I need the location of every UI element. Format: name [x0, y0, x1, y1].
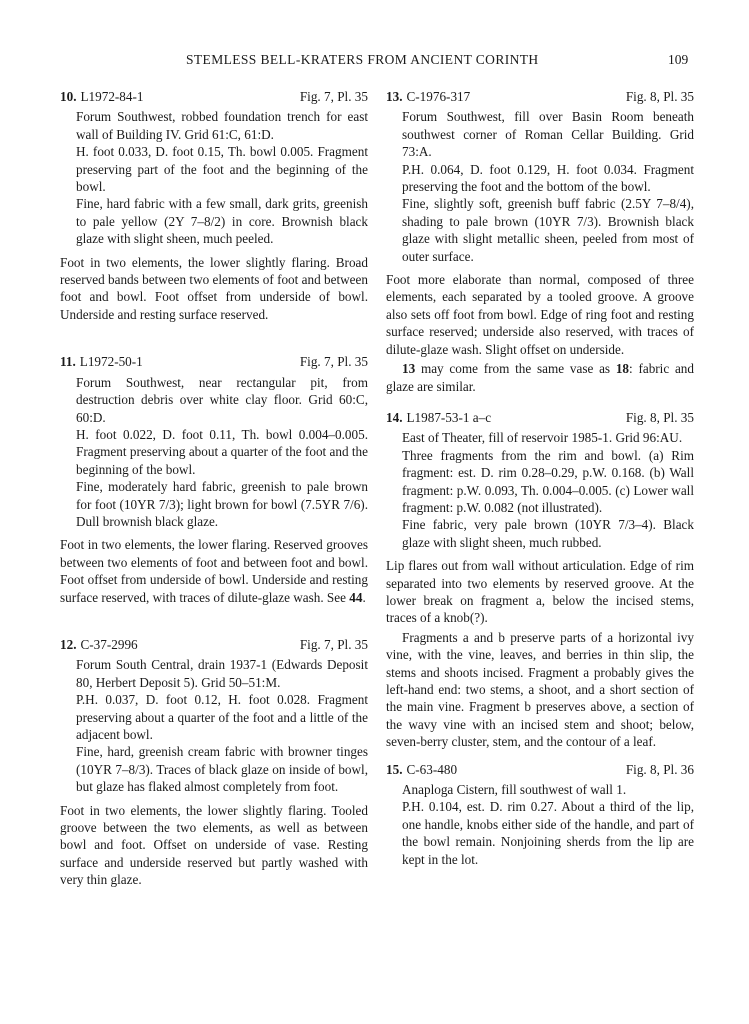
entry-number: 13. [386, 89, 403, 104]
attribution-note [386, 360, 694, 395]
entry-inventory-id: L1987-53-1 a–c [406, 409, 492, 425]
cross-reference: 18 [615, 361, 630, 377]
note-text: may come from the same vase as [415, 361, 616, 377]
entry-number: 14. [386, 409, 403, 425]
description [60, 536, 368, 606]
entry-inventory-id: C-37-2996 [80, 636, 138, 652]
dimensions: P.H. 0.064, D. foot 0.129, H. foot 0.034. Fragment preserving the foot and the bottom of the bowl. [402, 161, 694, 195]
findspot: Forum Southwest, robbed foundation trench for east wall of Building IV. Grid 61:C, 61:D. [76, 109, 368, 142]
description-end: . [362, 589, 366, 605]
page-number: 109 [668, 52, 689, 67]
figure-plate-reference: Fig. 7, Pl. 35 [299, 89, 368, 104]
catalog-entry-15 [386, 761, 694, 868]
description: Foot in two elements, the lower slightly flaring. Tooled groove between the two elements, as well as between bowl and foot. Offset on underside of vase. Resting surface and underside reserved but partly washed with very thin glaze. [60, 802, 368, 888]
description: Lip flares out from wall without articulation. Edge of rim separated into two elements by reserved groove. At the lower break on fragment a, below the incised stems, traces of a knob(?). [386, 558, 694, 626]
figure-plate-reference: Fig. 8, Pl. 35 [625, 89, 694, 104]
right-column [386, 88, 694, 868]
entry-heading [386, 761, 694, 778]
entry-inventory-id: C-1976-317 [406, 89, 471, 104]
entry-heading [60, 88, 368, 105]
figure-plate-reference: Fig. 7, Pl. 35 [299, 636, 368, 652]
catalog-entry-12 [60, 636, 368, 889]
dimensions: H. foot 0.033, D. foot 0.15, Th. bowl 0.005. Fragment preserving part of the foot and the beginning of the bowl. [76, 144, 368, 195]
entry-inventory-id: L1972-84-1 [80, 89, 144, 104]
dimensions: Three fragments from the rim and bowl. (a) Rim fragment: est. D. rim 0.28–0.29, p.W. 0.168. (b) Wall fragment: p.W. 0.093, Th. 0.004–0.005. (c) Lower wall fragment: p.W. 0.082 (not illustrated). [402, 447, 694, 515]
decoration-description: Fragments a and b preserve parts of a horizontal ivy vine, with the vine, leaves, and berries in thin slip, the stems and shoots incised. Fragment a probably gives the left-hand end: two stems, a shoot, and a short section of the main vine. Fragment b preserves above, a section of the wavy vine with an incised stem and shoot; below, seven-berry cluster, stem, and the contour of a leaf. [386, 629, 694, 750]
description: Foot in two elements, the lower slightly flaring. Broad reserved bands between two elements of foot and between foot and bowl. Foot offset from underside of bowl. Underside and resting surface reserved. [60, 254, 368, 322]
figure-plate-reference: Fig. 8, Pl. 36 [625, 761, 694, 777]
fabric-glaze: Fine, moderately hard fabric, greenish to pale brown for foot (10YR 7/3); light brown for bowl (7.5YR 7/6). Dull brownish black glaze. [76, 479, 368, 529]
entry-inventory-id: C-63-480 [406, 761, 458, 777]
note-text: : fabric and glaze are similar. [386, 361, 694, 394]
figure-plate-reference: Fig. 7, Pl. 35 [299, 354, 368, 370]
figure-plate-reference: Fig. 8, Pl. 35 [625, 409, 694, 425]
fabric-glaze: Fine, hard fabric with a few small, dark grits, greenish to pale yellow (2Y 7–8/2) in core. Brownish black glaze with slight sheen, much peeled. [76, 196, 368, 247]
description: Foot more elaborate than normal, composed of three elements, each separated by a tooled groove. A groove also sets off foot from bowl. Edge of ring foot and resting surface reserved; underside also reserved, with traces of dilute-glaze wash. Slight offset on underside. [386, 272, 694, 357]
catalog-entry-14 [386, 409, 694, 751]
left-column [60, 88, 368, 889]
dimensions: P.H. 0.037, D. foot 0.12, H. foot 0.028. Fragment preserving about a quarter of the foot and a little of the adjacent bowl. [76, 692, 368, 742]
cross-reference: 44 [349, 589, 363, 605]
findspot: Forum Southwest, fill over Basin Room beneath southwest corner of Roman Cellar Building. Grid 73:A. [402, 109, 694, 160]
entry-number: 10. [60, 89, 77, 104]
findspot: Anaploga Cistern, fill southwest of wall 1. [402, 782, 627, 798]
entry-heading [60, 636, 368, 653]
fabric-glaze: Fine, hard, greenish cream fabric with browner tinges (10YR 7–8/3). Traces of black glaze on inside of bowl, but glaze has flaked almost completely from foot. [76, 744, 368, 795]
fabric-glaze: Fine fabric, very pale brown (10YR 7/3–4). Black glaze with slight sheen, much rubbed. [402, 517, 694, 550]
entry-inventory-id: L1972-50-1 [79, 354, 143, 370]
running-head: STEMLESS BELL-KRATERS FROM ANCIENT CORINTH [186, 52, 539, 67]
dimensions: H. foot 0.022, D. foot 0.11, Th. bowl 0.004–0.005. Fragment preserving about a quarter of the foot and the beginning of the bowl. [76, 426, 368, 477]
findspot: East of Theater, fill of reservoir 1985-1. Grid 96:AU. [402, 430, 683, 446]
fabric-glaze: Fine, slightly soft, greenish buff fabric (2.5Y 7–8/4), shading to pale brown (10YR 7/3). Brownish black glaze with slight metallic sheen, peeled from most of outer surface. [402, 196, 694, 264]
entry-heading [386, 409, 694, 426]
cross-reference: 13 [402, 361, 416, 377]
entry-heading [60, 353, 368, 370]
findspot: Forum South Central, drain 1937-1 (Edwards Deposit 80, Herbert Deposit 5). Grid 50–51:M. [76, 657, 368, 690]
catalog-entry-13 [386, 88, 694, 395]
entry-number: 11. [60, 354, 76, 370]
entry-number: 12. [60, 636, 77, 652]
entry-number: 15. [386, 761, 403, 777]
dimensions: P.H. 0.104, est. D. rim 0.27. About a third of the lip, one handle, knobs either side of the handle, and part of the bowl remain. Nonjoining sherds from the lip are kept in the lot. [402, 799, 694, 867]
entry-heading [386, 88, 694, 105]
findspot: Forum Southwest, near rectangular pit, from destruction debris over white clay floor. Grid 60:C, 60:D. [76, 374, 368, 425]
catalog-entry-10 [60, 88, 368, 323]
catalog-entry-11 [60, 353, 368, 606]
description-text: Foot in two elements, the lower flaring. Reserved grooves between two elements of foot and between foot and bowl. Foot offset from underside of bowl. Underside and resting surface reserved, with traces of dilute-glaze wash. See [60, 537, 368, 605]
